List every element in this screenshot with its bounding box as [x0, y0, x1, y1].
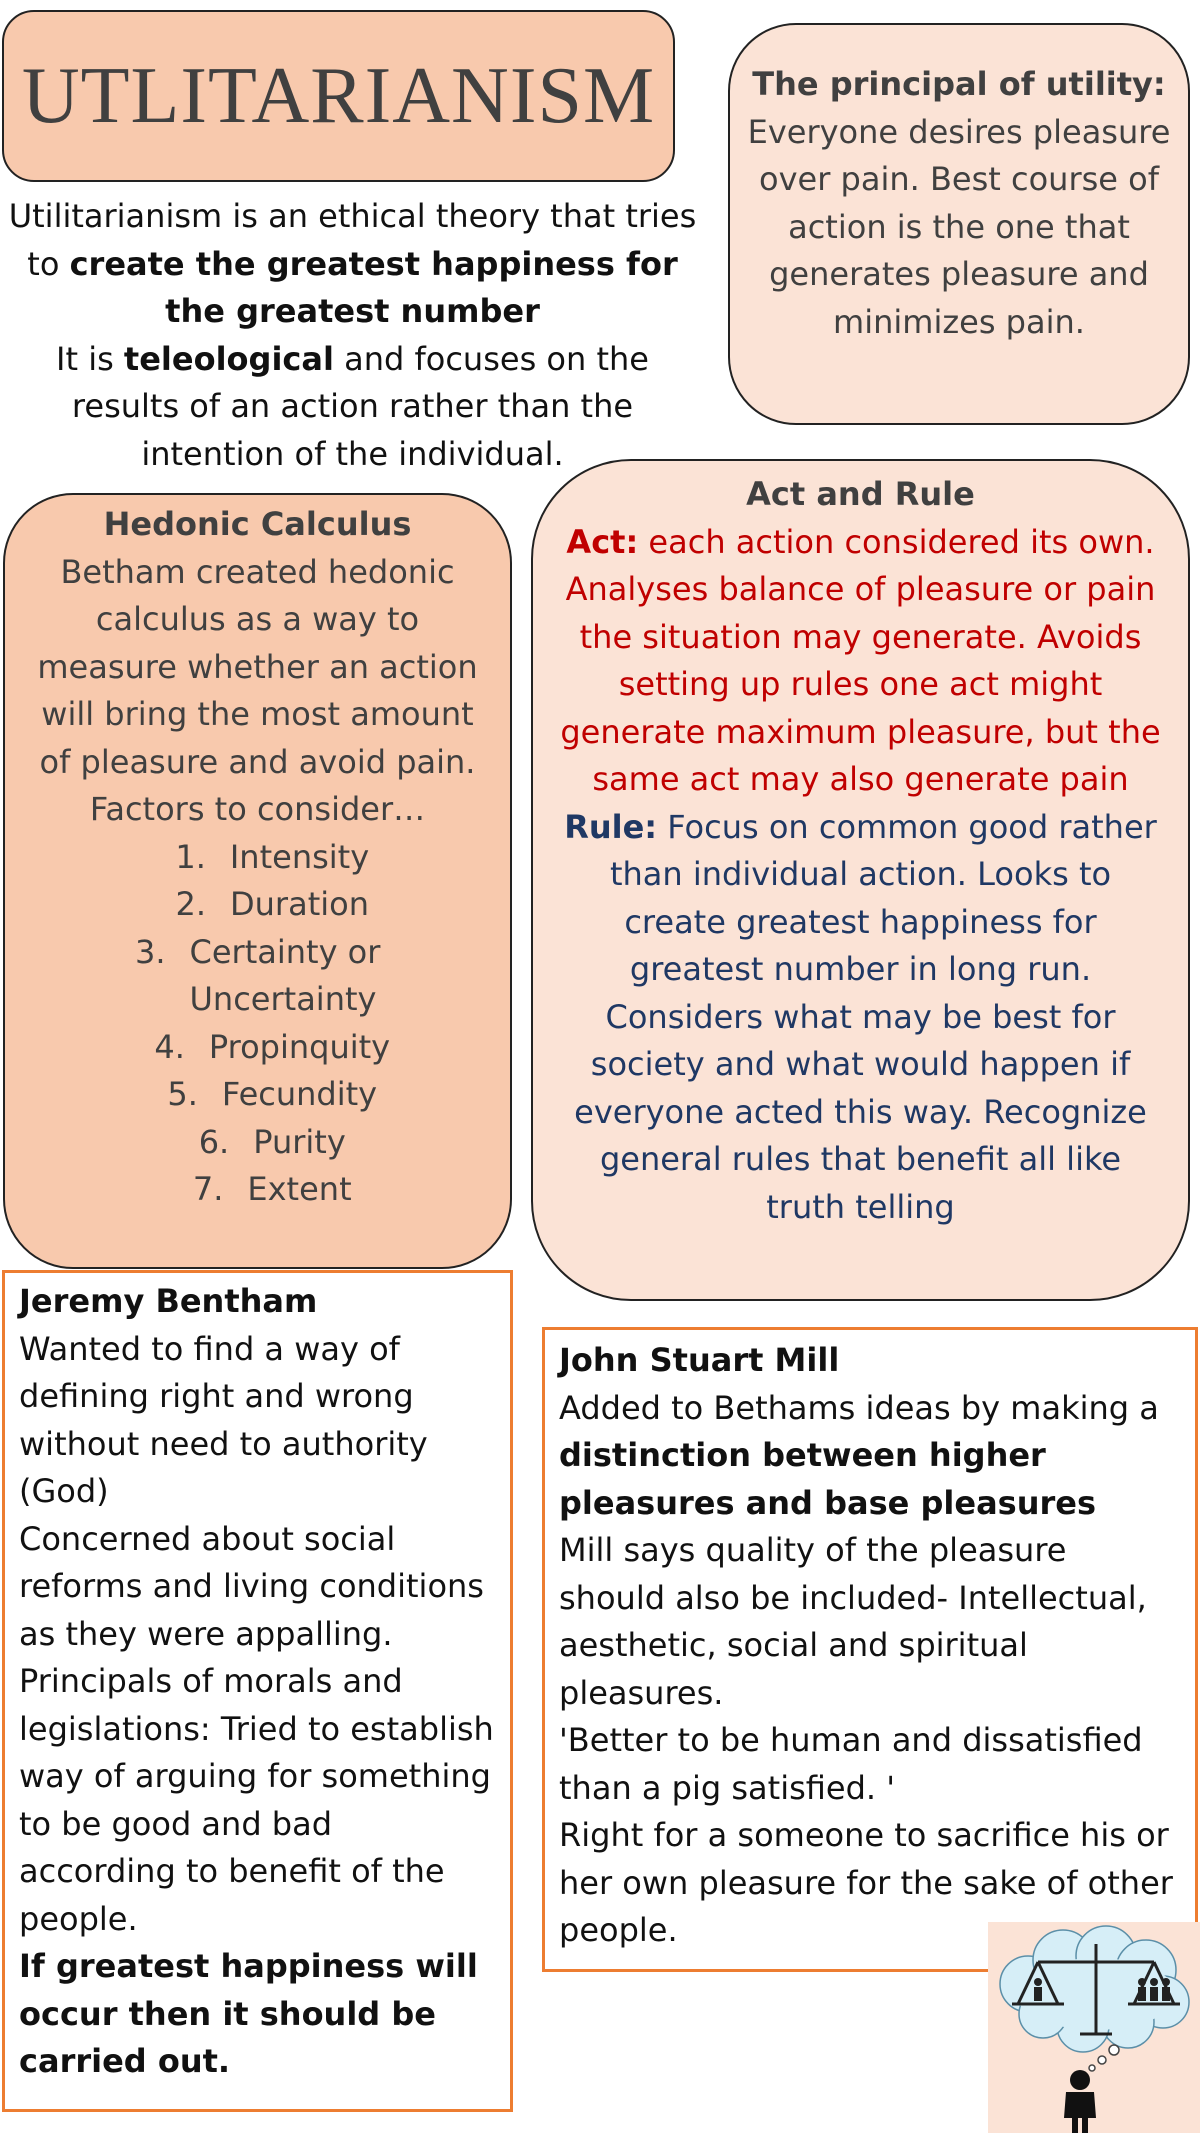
intro-text [0, 193, 705, 478]
factor-item [25, 929, 490, 1024]
intro-p2-text: It is [56, 339, 124, 378]
act-description [559, 519, 1162, 804]
factor-number: 3. [134, 932, 166, 971]
rule-text: Focus on common good rather than individual action. Looks to create greatest happiness for greatest number in long run. Considers what may be best for society and what would happen if everyone acted this way. Recognize general rules that benefit all like truth telling [574, 807, 1157, 1226]
mill-p1-bold: distinction between higher pleasures and base pleasures [559, 1436, 1097, 1522]
intro-p2-rest: and focuses on the results of an action rather than the intention of the individual. [71, 339, 649, 473]
intro-paragraph-2 [0, 336, 705, 479]
title-box [2, 10, 675, 182]
thinking-person-scales-icon [988, 1922, 1200, 2133]
principle-body: Everyone desires pleasure over pain. Best course of action is the one that generates pleasure and minimizes pain. [747, 112, 1171, 341]
jeremy-bentham-box [2, 1270, 513, 2112]
factor-number: 4. [154, 1027, 185, 1066]
principle-of-utility-box [728, 23, 1190, 425]
factor-list [25, 834, 490, 1214]
rule-description [559, 804, 1162, 1232]
bentham-paragraph: Wanted to find a way of defining right and wrong without need to authority (God) [19, 1329, 428, 1510]
intro-paragraph-1 [0, 193, 705, 336]
bentham-paragraph: Concerned about social reforms and living conditions as they were appalling. [19, 1519, 484, 1653]
john-stuart-mill-box [542, 1327, 1198, 1972]
factor-item [25, 1071, 490, 1119]
factor-number: 2. [175, 885, 206, 923]
act-label: Act: [566, 522, 639, 561]
factor-number: 1. [175, 837, 206, 876]
act-rule-heading: Act and Rule [746, 475, 975, 513]
bentham-conclusion: If greatest happiness will occur then it should be carried out. [19, 1947, 478, 2080]
rule-label: Rule: [564, 807, 658, 846]
mill-heading: John Stuart Mill [559, 1341, 840, 1379]
mill-quote: 'Better to be human and dissatisfied than a pig satisfied. ' [559, 1721, 1143, 1807]
factor-item [25, 881, 490, 929]
mill-p1-text: Added to Bethams ideas by making a [559, 1388, 1159, 1427]
hedonic-calculus-box [3, 493, 512, 1269]
intro-p1-text: Utilitarianism is an ethical theory that tries to [8, 197, 697, 283]
factor-number: 5. [167, 1075, 198, 1113]
hedonic-heading: Hedonic Calculus [103, 505, 412, 543]
mill-paragraph: Mill says quality of the pleasure should also be included- Intellectual, aesthetic, social and spiritual pleasures. [559, 1531, 1147, 1712]
mill-paragraph [559, 1385, 1181, 1528]
factor-text: Fecundity [221, 1075, 378, 1113]
principle-heading: The principal of utility: [752, 65, 1166, 103]
factor-number: 6. [198, 1122, 230, 1161]
factor-item [25, 1119, 490, 1167]
page-title: UTLITARIANISM [21, 51, 656, 140]
act-text: each action considered its own. Analyses balance of pleasure or pain the situation may generate. Avoids setting up rules one act might generate maximum pleasure, but the same act may also generate pain [560, 522, 1161, 798]
intro-p2-bold: teleological [123, 339, 334, 378]
factor-text: Intensity [229, 837, 370, 876]
factor-text: Propinquity [208, 1027, 391, 1066]
factor-item [25, 1166, 490, 1214]
scales-illustration-svg [988, 1922, 1200, 2133]
bentham-paragraph: Principals of morals and legislations: Tried to establish way of arguing for something to be good and bad according to benefit of the people. [19, 1662, 494, 1938]
act-and-rule-box [531, 459, 1190, 1301]
factor-text: Duration [230, 885, 369, 923]
mill-paragraph: Right for a someone to sacrifice his or her own pleasure for the sake of other people. [559, 1816, 1173, 1949]
intro-p1-bold: create the greatest happiness for the greatest number [69, 244, 678, 330]
factor-item [25, 1024, 490, 1072]
factor-text: Extent [247, 1170, 352, 1208]
factor-text: Certainty or Uncertainty [189, 932, 381, 1018]
factor-number: 7. [192, 1170, 224, 1208]
bentham-heading: Jeremy Bentham [19, 1282, 318, 1320]
factor-text: Purity [253, 1122, 346, 1161]
hedonic-body: Betham created hedonic calculus as a way to measure whether an action will bring the most amount of pleasure and avoid pain. Factors to consider… [37, 552, 478, 828]
factor-item [25, 834, 490, 882]
